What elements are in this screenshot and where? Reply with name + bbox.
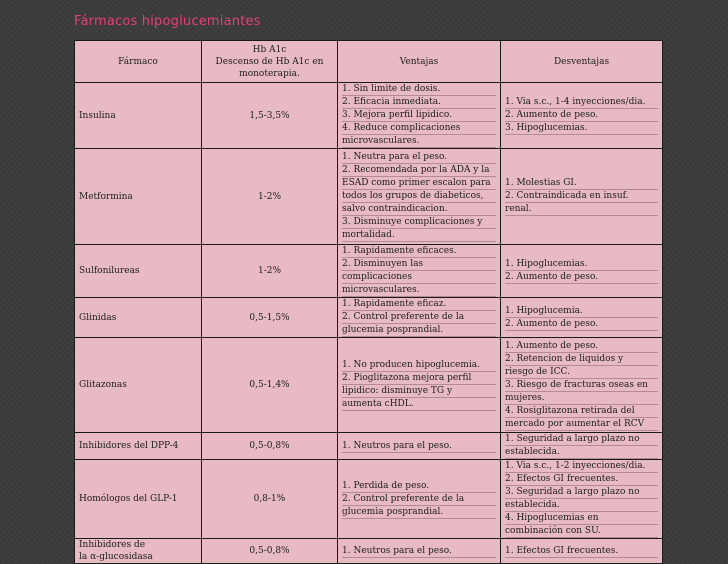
hba1c-cell: 1-2% <box>202 245 338 298</box>
table-row <box>75 433 663 460</box>
drug-name-line: la α-glucosidasa <box>79 552 153 562</box>
hba1c-cell: 1,5-3,5% <box>202 83 338 149</box>
ventajas-line: ESAD como primer escalon para <box>342 177 496 190</box>
ventajas-line: 2. Eficacia inmediata. <box>342 96 496 109</box>
hba1c-cell: 0,5-1,5% <box>202 298 338 338</box>
desventajas-line: 1. Hipoglucemias. <box>505 258 658 271</box>
ventajas-cell <box>338 298 501 338</box>
desventajas-line: 2. Contraindicada en insuf. <box>505 190 658 203</box>
ventajas-line: microvasculares. <box>342 135 496 148</box>
ventajas-cell <box>338 83 501 149</box>
drug-name-cell: Sulfonilureas <box>75 245 202 298</box>
desventajas-cell <box>501 433 663 460</box>
desventajas-cell <box>501 298 663 338</box>
desventajas-line: 2. Efectos GI frecuentes. <box>505 473 658 486</box>
drug-name-cell: Glinidas <box>75 298 202 338</box>
ventajas-cell <box>338 539 501 564</box>
ventajas-line: 2. Control preferente de la <box>342 493 496 506</box>
header-hba1c-line: Descenso de Hb A1c en <box>215 56 324 67</box>
ventajas-line: 1. Rapidamente eficaces. <box>342 245 496 258</box>
table-body <box>75 83 663 564</box>
ventajas-line: microvasculares. <box>342 284 496 297</box>
drug-name-cell: Homólogos del GLP-1 <box>75 460 202 539</box>
drug-name-cell: Inhibidores del DPP-4 <box>75 433 202 460</box>
ventajas-line: 1. Perdida de peso. <box>342 480 496 493</box>
table-row <box>75 460 663 539</box>
drug-name-cell <box>75 539 202 564</box>
desventajas-line: 1. Efectos GI frecuentes. <box>505 545 658 558</box>
ventajas-cell <box>338 149 501 245</box>
ventajas-line: 1. No producen hipoglucemia. <box>342 359 496 372</box>
desventajas-line: 1. Seguridad a largo plazo no <box>505 433 658 446</box>
desventajas-cell <box>501 539 663 564</box>
ventajas-cell <box>338 433 501 460</box>
desventajas-line: 1. Molestias GI. <box>505 177 658 190</box>
header-hba1c <box>202 41 338 83</box>
ventajas-line: 2. Control preferente de la <box>342 311 496 324</box>
desventajas-line: 3. Seguridad a largo plazo no <box>505 486 658 499</box>
desventajas-cell <box>501 338 663 433</box>
desventajas-cell <box>501 245 663 298</box>
header-farmaco: Fármaco <box>75 41 202 83</box>
desventajas-cell <box>501 460 663 539</box>
desventajas-line: renal. <box>505 203 658 216</box>
desventajas-cell <box>501 83 663 149</box>
desventajas-line: establecida. <box>505 446 658 459</box>
ventajas-line: 3. Mejora perfil lipidico. <box>342 109 496 122</box>
ventajas-line: glucemia posprandial. <box>342 506 496 519</box>
table-header-row <box>75 41 663 83</box>
hba1c-cell: 0,5-0,8% <box>202 433 338 460</box>
desventajas-cell <box>501 149 663 245</box>
desventajas-line: 4. Rosiglitazona retirada del <box>505 405 658 418</box>
ventajas-cell <box>338 460 501 539</box>
desventajas-line: 3. Hipoglucemias. <box>505 122 658 135</box>
desventajas-line: 2. Retencion de liquidos y <box>505 353 658 366</box>
header-ventajas: Ventajas <box>338 41 501 83</box>
desventajas-line: 2. Aumento de peso. <box>505 109 658 122</box>
desventajas-line: riesgo de ICC. <box>505 366 658 379</box>
desventajas-line: 2. Aumento de peso. <box>505 318 658 331</box>
hba1c-cell: 0,5-1,4% <box>202 338 338 433</box>
desventajas-line: combinación con SU. <box>505 525 658 538</box>
ventajas-line: lipidico: disminuye TG y <box>342 385 496 398</box>
ventajas-line: 4. Reduce complicaciones <box>342 122 496 135</box>
ventajas-line: 1. Neutros para el peso. <box>342 440 496 453</box>
desventajas-line: 2. Aumento de peso. <box>505 271 658 284</box>
desventajas-line: 1. Via s.c., 1-2 inyecciones/dia. <box>505 460 658 473</box>
slide-title: Fármacos hipoglucemiantes <box>74 14 261 29</box>
desventajas-line: 1. Hipoglucemia. <box>505 305 658 318</box>
ventajas-line: 1. Neutros para el peso. <box>342 545 496 558</box>
ventajas-line: 2. Pioglitazona mejora perfil <box>342 372 496 385</box>
desventajas-line: mujeres. <box>505 392 658 405</box>
ventajas-line: 1. Sin limite de dosis. <box>342 83 496 96</box>
header-hba1c-line: Hb A1c <box>252 44 287 55</box>
ventajas-line: 2. Disminuyen las <box>342 258 496 271</box>
table-row <box>75 539 663 564</box>
header-desventajas: Desventajas <box>501 41 663 83</box>
ventajas-line: aumenta cHDL. <box>342 398 496 411</box>
drug-name-line: Inhibidores de <box>79 540 146 550</box>
ventajas-line: 1. Rapidamente eficaz. <box>342 298 496 311</box>
desventajas-line: establecida. <box>505 499 658 512</box>
ventajas-line: 1. Neutra para el peso. <box>342 151 496 164</box>
desventajas-line: 1. Via s.c., 1-4 inyecciones/dia. <box>505 96 658 109</box>
hba1c-cell: 1-2% <box>202 149 338 245</box>
drug-name-cell: Insulina <box>75 83 202 149</box>
header-hba1c-line: monoterapia. <box>239 68 300 79</box>
ventajas-line: mortalidad. <box>342 229 496 242</box>
table-row <box>75 298 663 338</box>
ventajas-line: todos los grupos de diabeticos, <box>342 190 496 203</box>
table-row <box>75 83 663 149</box>
table-row <box>75 245 663 298</box>
table-row <box>75 338 663 433</box>
desventajas-line: 3. Riesgo de fracturas oseas en <box>505 379 658 392</box>
hba1c-cell: 0,8-1% <box>202 460 338 539</box>
desventajas-line: mercado por aumentar el RCV <box>505 418 658 431</box>
desventajas-line: 4. Hipoglucemias en <box>505 512 658 525</box>
hba1c-cell: 0,5-0,8% <box>202 539 338 564</box>
drug-name-cell: Glitazonas <box>75 338 202 433</box>
ventajas-line: 3. Disminuye complicaciones y <box>342 216 496 229</box>
ventajas-line: complicaciones <box>342 271 496 284</box>
table-row <box>75 149 663 245</box>
ventajas-line: 2. Recomendada por la ADA y la <box>342 164 496 177</box>
desventajas-line: 1. Aumento de peso. <box>505 340 658 353</box>
drug-comparison-table <box>74 40 663 564</box>
ventajas-cell <box>338 338 501 433</box>
ventajas-line: salvo contraindicacion. <box>342 203 496 216</box>
ventajas-cell <box>338 245 501 298</box>
drug-name-cell: Metformina <box>75 149 202 245</box>
ventajas-line: glucemia posprandial. <box>342 324 496 337</box>
